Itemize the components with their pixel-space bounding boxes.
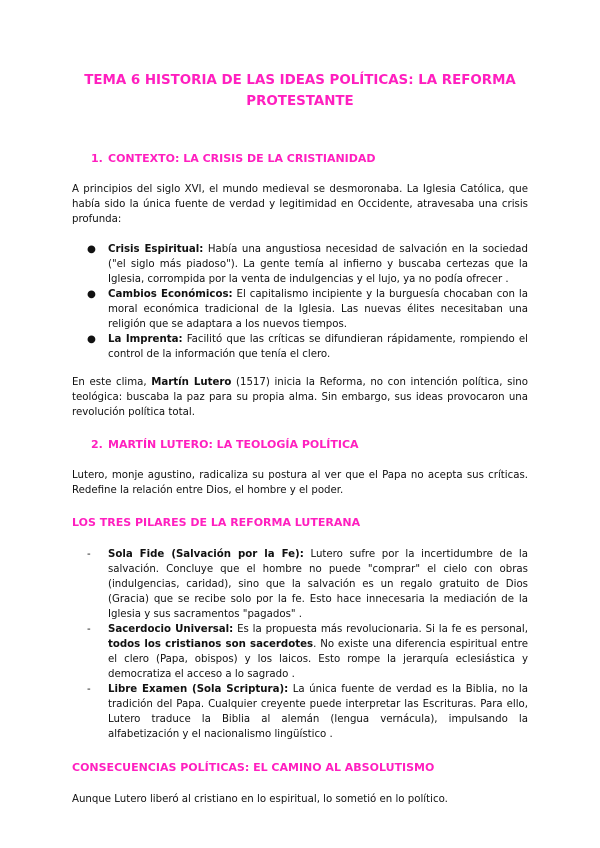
section-1-intro: A principios del siglo XVI, el mundo medieval se desmoronaba. La Iglesia Católica, que había sido la única fuente de verdad y legitimidad en Occidente, atravesaba una crisis profunda:	[72, 184, 528, 225]
section-1-title: CONTEXTO: LA CRISIS DE LA CRISTIANIDAD	[108, 152, 376, 165]
list-item-term: Crisis Espiritual:	[108, 244, 204, 255]
list-item	[72, 287, 528, 332]
list-item-text: Lutero sufre por la incertidumbre de la salvación. Concluye que el hombre no puede "comprar" el cielo con obras (indulgencias, caridad), sino que la salvación es un regalo gratuito de Dios (Gracia) que se recibe solo por la fe. Esto hace innecesaria la mediación de la Iglesia y sus sacramentos "pagados" .	[108, 549, 528, 620]
list-item	[72, 682, 528, 742]
list-item-text: Es la propuesta más revolucionaria. Si la fe es personal,	[233, 624, 528, 635]
list-item-text: Facilitó que las críticas se difundieran rápidamente, rompiendo el control de la información que tenía el clero.	[108, 334, 528, 360]
pillars-list	[72, 547, 528, 742]
dash-marker: -	[87, 624, 91, 635]
dash-marker: -	[87, 684, 91, 695]
list-item-term: La Imprenta:	[108, 334, 183, 345]
list-item-term: Cambios Económicos:	[108, 289, 233, 300]
dash-marker: -	[87, 549, 91, 560]
section-1-number: 1.	[91, 152, 103, 165]
consequences-heading: CONSECUENCIAS POLÍTICAS: EL CAMINO AL ABSOLUTISMO	[72, 761, 435, 774]
list-item	[72, 622, 528, 682]
section-2-number: 2.	[91, 438, 103, 451]
title-line-1: TEMA 6 HISTORIA DE LAS IDEAS POLÍTICAS: LA REFORMA	[84, 73, 516, 88]
title-line-2: PROTESTANTE	[246, 94, 354, 109]
list-item-text: Había una angustiosa necesidad de salvación en la sociedad ("el siglo más piadoso"). La gente temía al infierno y buscaba certezas que la Iglesia, corrompida por la venta de indulgencias y el lujo, ya no podía ofrecer .	[108, 244, 528, 285]
list-item	[72, 242, 528, 287]
section-2-intro: Lutero, monje agustino, radicaliza su postura al ver que el Papa no acepta sus críticas. Redefine la relación entre Dios, el hombre y el poder.	[72, 470, 528, 496]
pillars-heading: LOS TRES PILARES DE LA REFORMA LUTERANA	[72, 516, 361, 529]
bullet-icon: ●	[87, 289, 96, 300]
list-item-emphasis: todos los cristianos son sacerdotes	[108, 639, 314, 650]
bullet-icon: ●	[87, 334, 96, 345]
bullet-icon: ●	[87, 244, 96, 255]
list-item-text-continued: . No existe una diferencia espiritual entre el clero (Papa, obispos) y los laicos. Esto rompe la jerarquía eclesiástica y democratiza el acceso a lo sagrado .	[108, 639, 529, 680]
section-2-heading	[72, 437, 528, 452]
list-item	[72, 332, 528, 362]
closing-text-post: (1517) inicia la Reforma, no con intención política, sino teológica: buscaba la paz para su propia alma. Sin embargo, sus ideas provocaron una revolución política total.	[72, 377, 528, 418]
section-1-heading	[72, 151, 528, 166]
closing-text-pre: En este clima,	[72, 377, 152, 388]
closing-name: Martín Lutero	[151, 377, 232, 388]
list-item	[72, 547, 528, 622]
document-title	[72, 70, 528, 112]
section-2-title: MARTÍN LUTERO: LA TEOLOGÍA POLÍTICA	[108, 438, 359, 451]
list-item-text: La única fuente de verdad es la Biblia, no la tradición del Papa. Cualquier creyente puede interpretar las Escrituras. Para ello, Lutero traduce la Biblia al alemán (lengua vernácula), impulsando la alfabetización y el nacionalismo lingüístico .	[108, 684, 528, 740]
list-item-text: El capitalismo incipiente y la burguesía chocaban con la moral económica tradicional de la Iglesia. Las nuevas élites necesitaban una religión que se adaptara a los nuevos tiempos.	[108, 289, 528, 330]
list-item-term: Sacerdocio Universal:	[108, 624, 234, 635]
list-item-term: Libre Examen (Sola Scriptura):	[108, 684, 289, 695]
list-item-term: Sola Fide (Salvación por la Fe):	[108, 549, 304, 560]
section-1-closing	[72, 375, 528, 420]
consequences-intro: Aunque Lutero liberó al cristiano en lo espiritual, lo sometió en lo político.	[72, 794, 448, 805]
crisis-bullet-list	[72, 242, 528, 362]
